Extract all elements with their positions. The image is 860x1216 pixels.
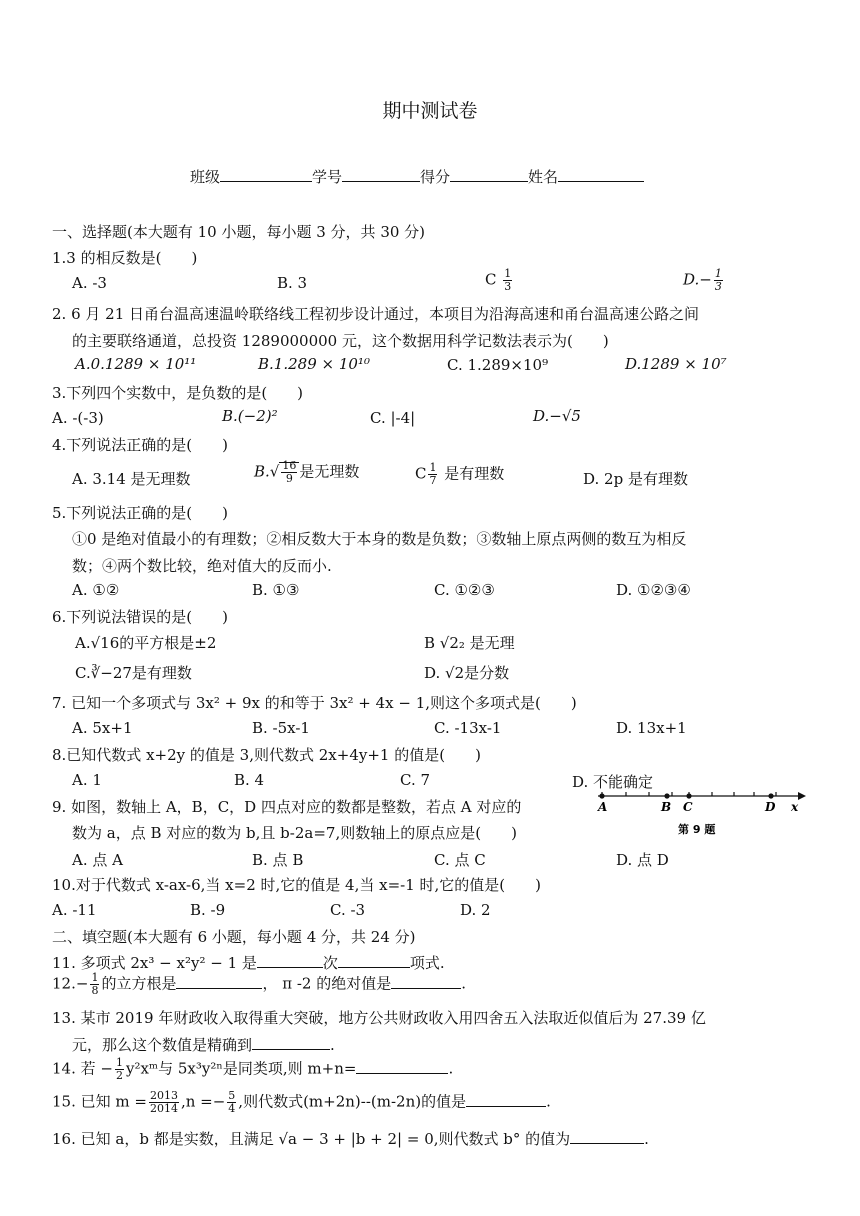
q15-blank xyxy=(466,1092,546,1107)
q2-option-a: A.0.1289 × 10¹¹ xyxy=(75,355,197,373)
q15-line: 15. 已知 m = $\frac{2013}{2014}$ ,n =− $\frac{5}{4}$ ,则代数式(m+2n)--(m-2n)的值是 . xyxy=(52,1089,551,1115)
q10-stem: 10.对于代数式 x-ax-6,当 x=2 时,它的值是 4,当 x=-1 时,它的值是( ) xyxy=(52,876,542,894)
figure-caption: 第 9 题 xyxy=(678,823,716,836)
label-b: B xyxy=(661,800,672,814)
name-label: 姓名 xyxy=(528,168,559,186)
q1-option-c: C $\frac{1}{3}$ xyxy=(485,267,512,293)
q7-option-b: B. -5x-1 xyxy=(252,719,310,737)
q2-stem-line2: 的主要联络通道，总投资 1289000000 元，这个数据用科学记数法表示为( ) xyxy=(72,332,609,350)
q13-line1: 13. 某市 2019 年财政收入取得重大突破，地方公共财政收入用四舍五入法取近似值后为 27.39 亿 xyxy=(52,1009,706,1027)
section-2-heading: 二、填空题(本大题有 6 小题，每小题 4 分，共 24 分) xyxy=(52,928,416,946)
q13-blank xyxy=(252,1035,330,1050)
point-a-dot xyxy=(599,793,604,798)
q2-option-b: B.1.289 × 10¹⁰ xyxy=(258,355,370,373)
class-label: 班级 xyxy=(190,168,221,186)
q11-blank-1 xyxy=(257,953,323,968)
q7-stem: 7. 已知一个多项式与 3x² + 9x 的和等于 3x² + 4x − 1,则这个多项式是( ) xyxy=(52,694,577,712)
q14-line: 14. 若 − $\frac{1}{2}$ y²xᵐ与 5x³y²ⁿ是同类项,则 m+n= . xyxy=(52,1056,454,1082)
q4-option-b: B.√ $\frac{16}{9}$ 是无理数 xyxy=(254,459,360,485)
q2-option-d: D.1289 × 10⁷ xyxy=(625,355,727,373)
score-label: 得分 xyxy=(420,168,451,186)
q8-option-c: C. 7 xyxy=(400,771,431,789)
q10-option-a: A. -11 xyxy=(52,901,97,919)
q8-option-a: A. 1 xyxy=(72,771,102,789)
q7-option-a: A. 5x+1 xyxy=(72,719,133,737)
q12-line: 12.− $\frac{1}{8}$ 的立方根是 ， π -2 的绝对值是 . xyxy=(52,971,467,997)
q3-option-d: D.−√5 xyxy=(533,407,581,425)
label-x: x xyxy=(791,800,799,814)
q8-option-b: B. 4 xyxy=(234,771,265,789)
number-label: 学号 xyxy=(312,168,343,186)
q9-number-line-figure xyxy=(594,786,808,838)
section-1-heading: 一、选择题(本大题有 10 小题，每小题 3 分，共 30 分) xyxy=(52,223,426,241)
q11-blank-2 xyxy=(338,953,410,968)
q4-option-c: C $\frac{1}{7}$ 是有理数 xyxy=(415,461,505,487)
q3-option-b: B.(−2)² xyxy=(222,407,278,425)
q5-option-c: C. ①②③ xyxy=(434,581,495,599)
q13-line2: 元，那么这个数值是精确到 . xyxy=(72,1036,335,1054)
q3-option-a: A. -(-3) xyxy=(52,409,104,427)
q8-stem: 8.已知代数式 x+2y 的值是 3,则代数式 2x+4y+1 的值是( ) xyxy=(52,746,481,764)
number-blank xyxy=(342,167,420,182)
q2-stem-line1: 2. 6 月 21 日甬台温高速温岭联络线工程初步设计通过，本项目为沿海高速和甬台温高速公路之间 xyxy=(52,305,700,323)
score-blank xyxy=(450,167,528,182)
q4-option-d: D. 2p 是有理数 xyxy=(583,470,688,488)
q6-option-a: A.√16的平方根是±2 xyxy=(75,634,217,652)
q4-option-a: A. 3.14 是无理数 xyxy=(72,470,191,488)
q1-option-d: D.− $\frac{1}{3}$ xyxy=(683,267,722,293)
q7-option-c: C. -13x-1 xyxy=(434,719,502,737)
q6-stem: 6.下列说法错误的是( ) xyxy=(52,608,229,626)
q9-option-c: C. 点 C xyxy=(434,851,486,869)
student-info-line xyxy=(190,166,644,187)
q14-blank xyxy=(356,1059,448,1074)
q7-option-d: D. 13x+1 xyxy=(616,719,687,737)
q5-statements-line1: ①0 是绝对值最小的有理数；②相反数大于本身的数是负数；③数轴上原点两侧的数互为相反 xyxy=(72,530,687,548)
q6-option-c: C.∛−27是有理数 xyxy=(75,664,192,682)
q6-option-b: B √2₂ 是无理 xyxy=(424,634,515,652)
point-c-dot xyxy=(686,793,691,798)
q5-option-d: D. ①②③④ xyxy=(616,581,691,599)
q9-option-b: B. 点 B xyxy=(252,851,304,869)
q1-stem: 1.3 的相反数是( ) xyxy=(52,249,198,267)
q11-line: 11. 多项式 2x³ − x²y² − 1 是 次 项式. xyxy=(52,954,445,972)
q10-option-c: C. -3 xyxy=(330,901,366,919)
class-blank xyxy=(220,167,312,182)
q8-option-d: D. 不能确定 xyxy=(572,773,654,791)
q5-statements-line2: 数；④两个数比较，绝对值大的反而小. xyxy=(72,557,332,575)
label-d: D xyxy=(765,800,776,814)
q3-option-c: C. |-4| xyxy=(370,409,416,427)
point-b-dot xyxy=(664,793,669,798)
q10-option-b: B. -9 xyxy=(190,901,226,919)
page-title: 期中测试卷 xyxy=(382,100,478,122)
q16-line: 16. 已知 a，b 都是实数，且满足 √a − 3 + |b + 2| = 0,则代数式 b° 的值为 . xyxy=(52,1130,649,1148)
label-a: A xyxy=(598,800,608,814)
q4-stem: 4.下列说法正确的是( ) xyxy=(52,436,229,454)
q6-option-d: D. √2是分数 xyxy=(424,664,510,682)
q3-stem: 3.下列四个实数中，是负数的是( ) xyxy=(52,384,304,402)
q9-option-a: A. 点 A xyxy=(72,851,123,869)
q5-option-a: A. ①② xyxy=(72,581,120,599)
q9-stem-line2: 数为 a，点 B 对应的数为 b,且 b-2a=7,则数轴上的原点应是( ) xyxy=(72,824,517,842)
number-line-arrow-icon xyxy=(798,792,806,800)
q9-stem-line1: 9. 如图，数轴上 A，B，C，D 四点对应的数都是整数，若点 A 对应的 xyxy=(52,798,522,816)
q5-stem: 5.下列说法正确的是( ) xyxy=(52,504,229,522)
label-c: C xyxy=(683,800,693,814)
name-blank xyxy=(558,167,644,182)
q1-option-b: B. 3 xyxy=(277,274,308,292)
q9-option-d: D. 点 D xyxy=(616,851,669,869)
point-d-dot xyxy=(768,793,773,798)
q12-blank-2 xyxy=(391,974,461,989)
q2-option-c: C. 1.289×10⁹ xyxy=(447,356,549,374)
q10-option-d: D. 2 xyxy=(460,901,491,919)
q1-option-a: A. -3 xyxy=(72,274,107,292)
q5-option-b: B. ①③ xyxy=(252,581,300,599)
q16-blank xyxy=(570,1129,644,1144)
q12-blank-1 xyxy=(176,974,262,989)
